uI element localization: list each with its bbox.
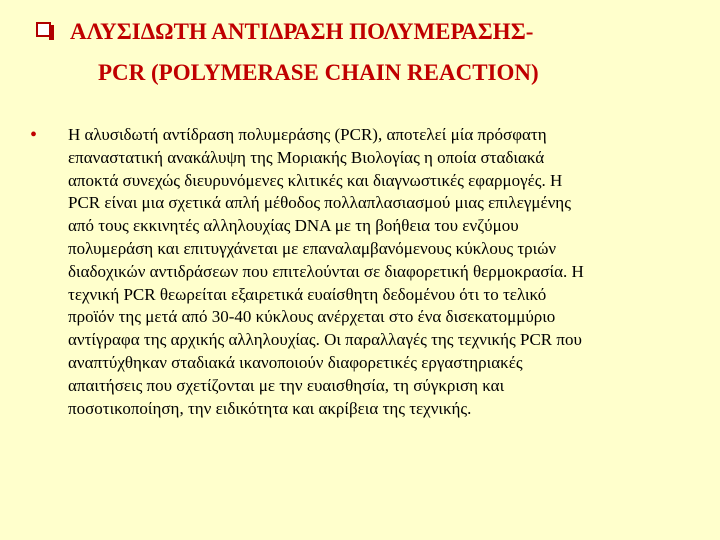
body-line: πολυμεράση και επιτυγχάνεται με επαναλαμβανόμενους κύκλους τριών [68, 238, 557, 258]
body-line: προϊόν της μετά από 30-40 κύκλους ανέρχεται στο ένα δισεκατομμύριο [68, 307, 556, 327]
hollow-square-bullet-icon [36, 22, 51, 37]
body-line: αποκτά συνεχώς διευρυνόμενες κλιτικές και διαγνωστικές εφαρμογές. Η [68, 170, 563, 190]
body-line: από τους εκκινητές αλληλουχίας DNA με τη βοήθεια του ενζύμου [68, 216, 519, 236]
body-line: αντίγραφα της αρχικής αλληλουχίας. Οι παραλλαγές της τεχνικής PCR που [68, 330, 582, 350]
body-line: επαναστατική ανακάλυψη της Μοριακής Βιολογίας η οποία σταδιακά [68, 147, 545, 167]
body-line: Η αλυσιδωτή αντίδραση πολυμεράσης (PCR), αποτελεί μία πρόσφατη [68, 125, 547, 144]
body-line: ποσοτικοποίηση, την ειδικότητα και ακρίβεια της τεχνικής. [68, 398, 472, 418]
body-line: διαδοχικών αντιδράσεων που επιτελούνται σε διαφορετική θερμοκρασία. Η [68, 261, 584, 281]
body-line: PCR είναι μια σχετικά απλή μέθοδος πολλαπλασιασμού μιας επιλεγμένης [68, 193, 571, 213]
body-line: απαιτήσεις που σχετίζονται με την ευαισθησία, τη σύγκριση και [68, 375, 505, 395]
body-text [68, 124, 688, 420]
title-line-2: PCR (POLYMERASE CHAIN REACTION) [98, 60, 539, 85]
title-line-1: ΑΛΥΣΙΔΩΤΗ ΑΝΤΙΔΡΑΣΗ ΠΟΛΥΜΕΡΑΣΗΣ- [70, 19, 534, 44]
body-line: αναπτύχθηκαν σταδιακά ικανοποιούν διαφορετικές εργαστηριακές [68, 352, 523, 372]
round-bullet-icon: • [30, 124, 38, 146]
body-line: τεχνική PCR θεωρείται εξαιρετικά ευαίσθητη δεδομένου ότι το τελικό [68, 284, 547, 304]
